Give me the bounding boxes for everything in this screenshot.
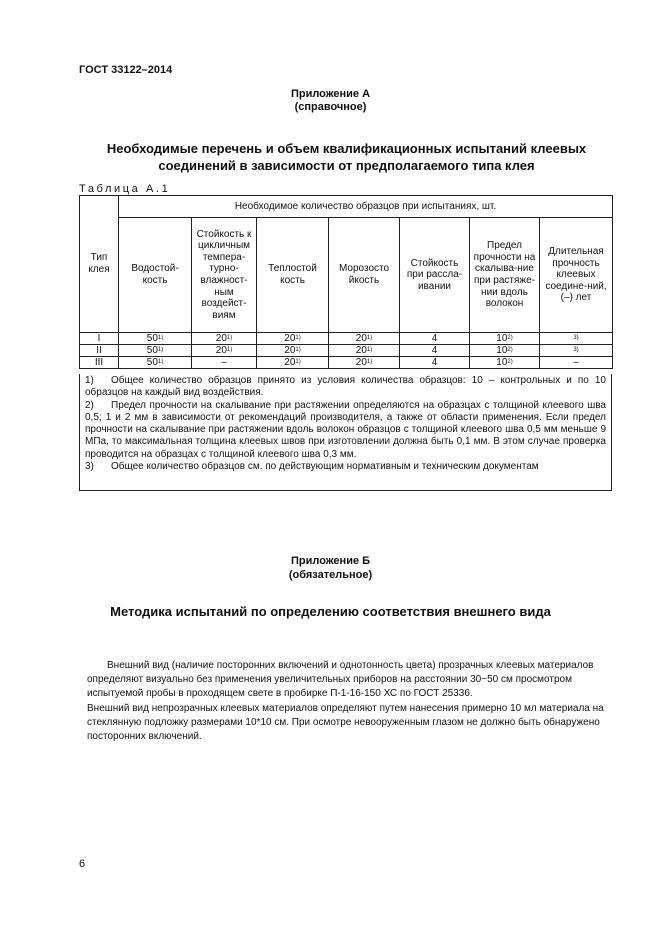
table-row — [80, 345, 613, 357]
table-cell: 3) — [540, 345, 613, 357]
table-cell: 10$^{2)}$ — [470, 357, 540, 369]
appendix-b-subtitle: (обязательное) — [288, 569, 373, 581]
table-cell: 4 — [400, 333, 470, 345]
table-cell: 20$^{1)}$ — [257, 345, 329, 357]
table-cell: 10$^{2)}$ — [470, 333, 540, 345]
col-header: Предел прочности на скалыва-ние при растяже-нии вдоль волокон — [470, 218, 540, 333]
table-cell: 3) — [540, 333, 613, 345]
paragraph: Внешний вид непрозрачных клеевых материалов определяют путем нанесения примерно 10 мл материала на стеклянную подложку размерами 10*10 см. При осмотре невооруженным глазом не должно быть обнаружено посторонних включений. — [87, 702, 604, 743]
table-cell: 20$^{1)}$ — [329, 333, 400, 345]
appendix-a-title: Приложение А — [290, 88, 371, 100]
table-cell: 20$^{1)}$ — [257, 357, 329, 369]
group-header: Необходимое количество образцов при испытаниях, шт. — [119, 196, 613, 218]
row-type: III — [80, 357, 119, 369]
note-text: Общее количество образцов см. по действующим нормативным и техническим документам — [111, 461, 539, 473]
note-text: Общее количество образцов принято из условия количества образцов: 10 – контрольных и по 10 образцов на каждый вид воздействия. — [85, 375, 606, 399]
note-number: 3) — [85, 461, 94, 473]
row-type: I — [80, 333, 119, 345]
appendix-b-body — [87, 659, 617, 744]
table-cell: 20$^{1)}$ — [329, 357, 400, 369]
appendix-b-title: Приложение Б — [290, 555, 371, 567]
appendix-a-heading-line1: Необходимые перечень и объем квалификационных испытаний клеевых — [106, 141, 587, 156]
table-cell: 20$^{1)}$ — [192, 345, 257, 357]
table-cell: 4 — [400, 345, 470, 357]
table-cell: – — [540, 357, 613, 369]
appendix-a-subtitle: (справочное) — [294, 101, 367, 113]
table-cell: 20$^{1)}$ — [329, 345, 400, 357]
table-row — [80, 333, 613, 345]
note-number: 2) — [85, 399, 94, 411]
note — [85, 461, 606, 473]
type-header: Тип клея — [80, 196, 119, 333]
page-number: 6 — [79, 858, 86, 870]
appendix-a-heading — [80, 140, 613, 174]
document-code: ГОСТ 33122–2014 — [79, 64, 173, 76]
table-cell: 50$^{1)}$ — [119, 333, 192, 345]
table-notes — [79, 374, 612, 491]
col-header: Стойкость к цикличным темпера-турно-влажност-ным воздейст-виям — [192, 218, 257, 333]
table-cell: – — [192, 357, 257, 369]
appendix-b-heading: Методика испытаний по определению соответствия внешнего вида — [110, 604, 551, 619]
table-cell: 20$^{1)}$ — [192, 333, 257, 345]
note — [85, 400, 606, 461]
note — [85, 375, 606, 400]
appendix-a-heading-line2: соединений в зависимости от предполагаемого типа клея — [158, 158, 535, 173]
table-cell: 10$^{2)}$ — [470, 345, 540, 357]
col-header: Стойкость при рассла-ивании — [400, 218, 470, 333]
note-text: Предел прочности на скалывание при растяжении определяются на образцах с толщиной клеевого шва 0,5; 1 и 2 мм в зависимости от рекомендаций производителя, а также от области применения. Если предел прочности на скалывание при растяжении вдоль волокон образцов с толщиной клеевого шва 0,5 мм меньше 9 МПа, то максимальная толщина клеевых швов при изготовлении должна быть 0,1 мм. В этом случае проверка проводится на образцах с толщиной клеевого шва 0,3 мм. — [85, 399, 606, 460]
table-cell: 4 — [400, 357, 470, 369]
col-header: Морозосто йкость — [329, 218, 400, 333]
col-header: Длительная прочность клеевых соедине-ний, (–) лет — [540, 218, 613, 333]
table-cell: 50$^{1)}$ — [119, 357, 192, 369]
row-type: II — [80, 345, 119, 357]
col-header: Теплостой кость — [257, 218, 329, 333]
table-cell: 20$^{1)}$ — [257, 333, 329, 345]
table-row — [80, 357, 613, 369]
paragraph: Внешний вид (наличие посторонних включений и однотонность цвета) прозрачных клеевых материалов определяют визуально без применения увеличительных приборов на расстоянии 30−50 см просмотром испытуемой пробы в проходящем свете в пробирке П-1-16-150 ХС по ГОСТ 25336. — [87, 660, 594, 700]
tests-table — [79, 195, 613, 369]
table-cell: 50$^{1)}$ — [119, 345, 192, 357]
note-number: 1) — [85, 375, 94, 386]
col-header: Водостой-кость — [119, 218, 192, 333]
table-caption: Таблица А.1 — [79, 183, 171, 195]
